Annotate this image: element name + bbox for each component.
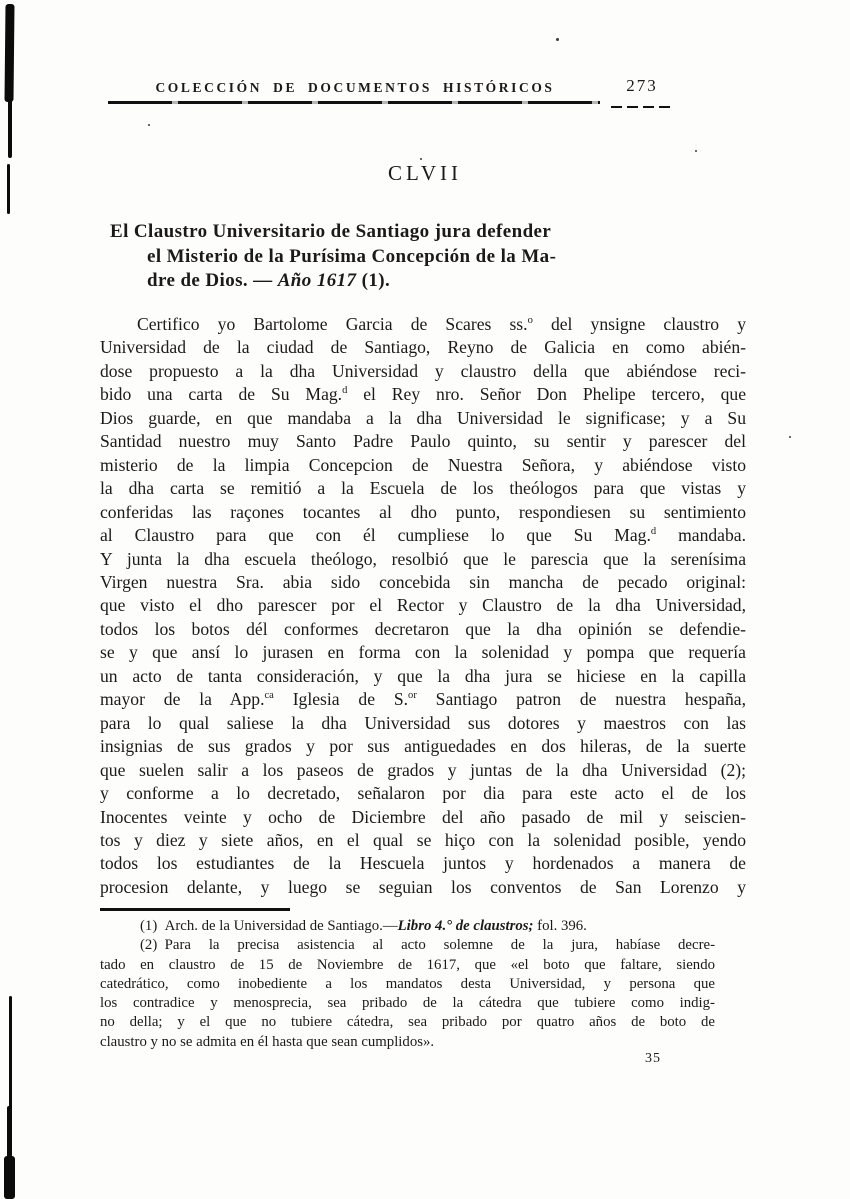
binding-artifact-top: [4, 4, 14, 102]
body-paragraph: [100, 313, 746, 899]
text-line: tado en claustro de 15 de Noviembre de 1617, que «el boto que faltare, siendo: [100, 956, 715, 973]
text-line: se y que ansí lo jurasen en forma con la solenidad y pompa que requería: [100, 642, 746, 663]
text-line: al Claustro para que con él cumpliese lo que Su Mag.$^d$ mandaba.: [100, 525, 746, 546]
running-header-title: COLECCIÓN DE DOCUMENTOS HISTÓRICOS: [155, 80, 555, 95]
text-line: Universidad de la ciudad de Santiago, Reyno de Galicia en como abién-: [100, 337, 746, 358]
scan-speck: [556, 38, 559, 41]
text-line: misterio de la limpia Concepcion de Nuestra Señora, y abiéndose visto: [100, 454, 746, 475]
binding-artifact-top: [8, 100, 12, 158]
header-rule: [108, 101, 600, 104]
scan-speck: [420, 158, 422, 160]
section-number: CLVII: [387, 161, 463, 185]
text-line: procesion delante, y luego se seguian los conventos de San Lorenzo y: [100, 876, 746, 897]
binding-artifact-bottom: [9, 996, 12, 1114]
document-heading: [110, 220, 726, 294]
text-line: tos y diez y siete años, en el qual se hiço con la solenidad posible, yendo: [100, 829, 746, 850]
text-line: que visto el dho parescer por el Rector y Claustro de la dha Universidad,: [100, 595, 746, 616]
footnotes-block: [100, 917, 715, 1052]
text-line: El Claustro Universitario de Santiago jura defender: [110, 221, 552, 242]
text-line: que suelen salir a los paseos de grados y juntas de la dha Universidad (2);: [100, 759, 746, 780]
text-line: (2) Para la precisa asistencia al acto solemne de la jura, habíase decre-: [140, 937, 715, 954]
text-line: Dios guarde, en que mandaba a la dha Universidad le significase; y a Su: [100, 407, 746, 428]
binding-artifact-top: [7, 164, 10, 214]
text-line: conferidas las raçones tocantes al dho punto, respondiesen su sentimiento: [100, 501, 746, 522]
text-line: y conforme a lo decretado, señalaron por dia para este acto el de los: [100, 783, 746, 804]
text-line: la dha carta se remitió a la Escuela de los theólogos para que vistas y: [100, 478, 746, 499]
text-line: dose propuesto a la dha Universidad y claustro della que abiéndose reci-: [100, 360, 746, 381]
text-line: claustro y no se admita en él hasta que sean cumplidos».: [100, 1033, 435, 1050]
scan-speck: [789, 436, 791, 438]
text-line: Inocentes veinte y ocho de Diciembre del año pasado de mil y seiscien-: [100, 806, 746, 827]
text-line: mayor de la App.$^{ca}$ Iglesia de S.$^{or}$ Santiago patron de nuestra hespaña,: [100, 689, 746, 710]
footnote-2: [100, 936, 715, 1052]
text-line: todos los botos dél conformes decretaron que la dha opinión se defendie-: [100, 618, 746, 639]
text-line: no della; y el que no tubiere cátedra, sea pribado por quatro años de boto de: [100, 1014, 715, 1031]
scan-speck: [695, 150, 697, 152]
text-line: Santidad nuestro muy Santo Padre Paulo quinto, su sentir y parescer del: [100, 431, 746, 452]
text-line: Virgen nuestra Sra. abia sido concebida sin mancha de pecado original:: [100, 571, 746, 592]
text-line: un acto de tanta consideración, y que la dha jura se hiciese en la capilla: [100, 665, 746, 686]
text-line: Certifico yo Bartolome Garcia de Scares ss.$^o$ del ynsigne claustro y: [137, 314, 747, 334]
binding-artifact-bottom: [4, 1156, 15, 1199]
page-number: 273: [626, 76, 658, 95]
text-line: catedrático, como inobediente a los mandatos desta Universidad, y persona que: [100, 975, 715, 992]
text-line: los contradice y menosprecia, sea pribado de la cátedra que tubiere como indig-: [100, 995, 715, 1012]
text-line: Y junta la dha escuela theólogo, resolbió que le parescia que la serenísima: [100, 548, 746, 569]
footnote-1: (1) Arch. de la Universidad de Santiago.—Libro 4.° de claustros; fol. 396.: [140, 918, 587, 934]
text-line: insignias de sus grados y por sus antiguedades en dos hileras, de la suerte: [100, 736, 746, 757]
page-number-rule: [611, 106, 671, 108]
footnote-separator: [100, 908, 290, 911]
scan-speck: [148, 124, 150, 126]
text-line: bido una carta de Su Mag.$^d$ el Rey nro. Señor Don Phelipe tercero, que: [100, 384, 747, 405]
text-line: todos los estudiantes de la Hescuela juntos y hordenados a manera de: [100, 853, 746, 874]
text-line: dre de Dios. — Año 1617 (1).: [147, 270, 391, 291]
signature-mark: 35: [645, 1051, 661, 1066]
text-line: para lo qual saliese la dha Universidad sus dotores y maestros con las: [100, 712, 746, 733]
text-line: el Misterio de la Purísima Concepción de la Ma-: [147, 245, 557, 267]
